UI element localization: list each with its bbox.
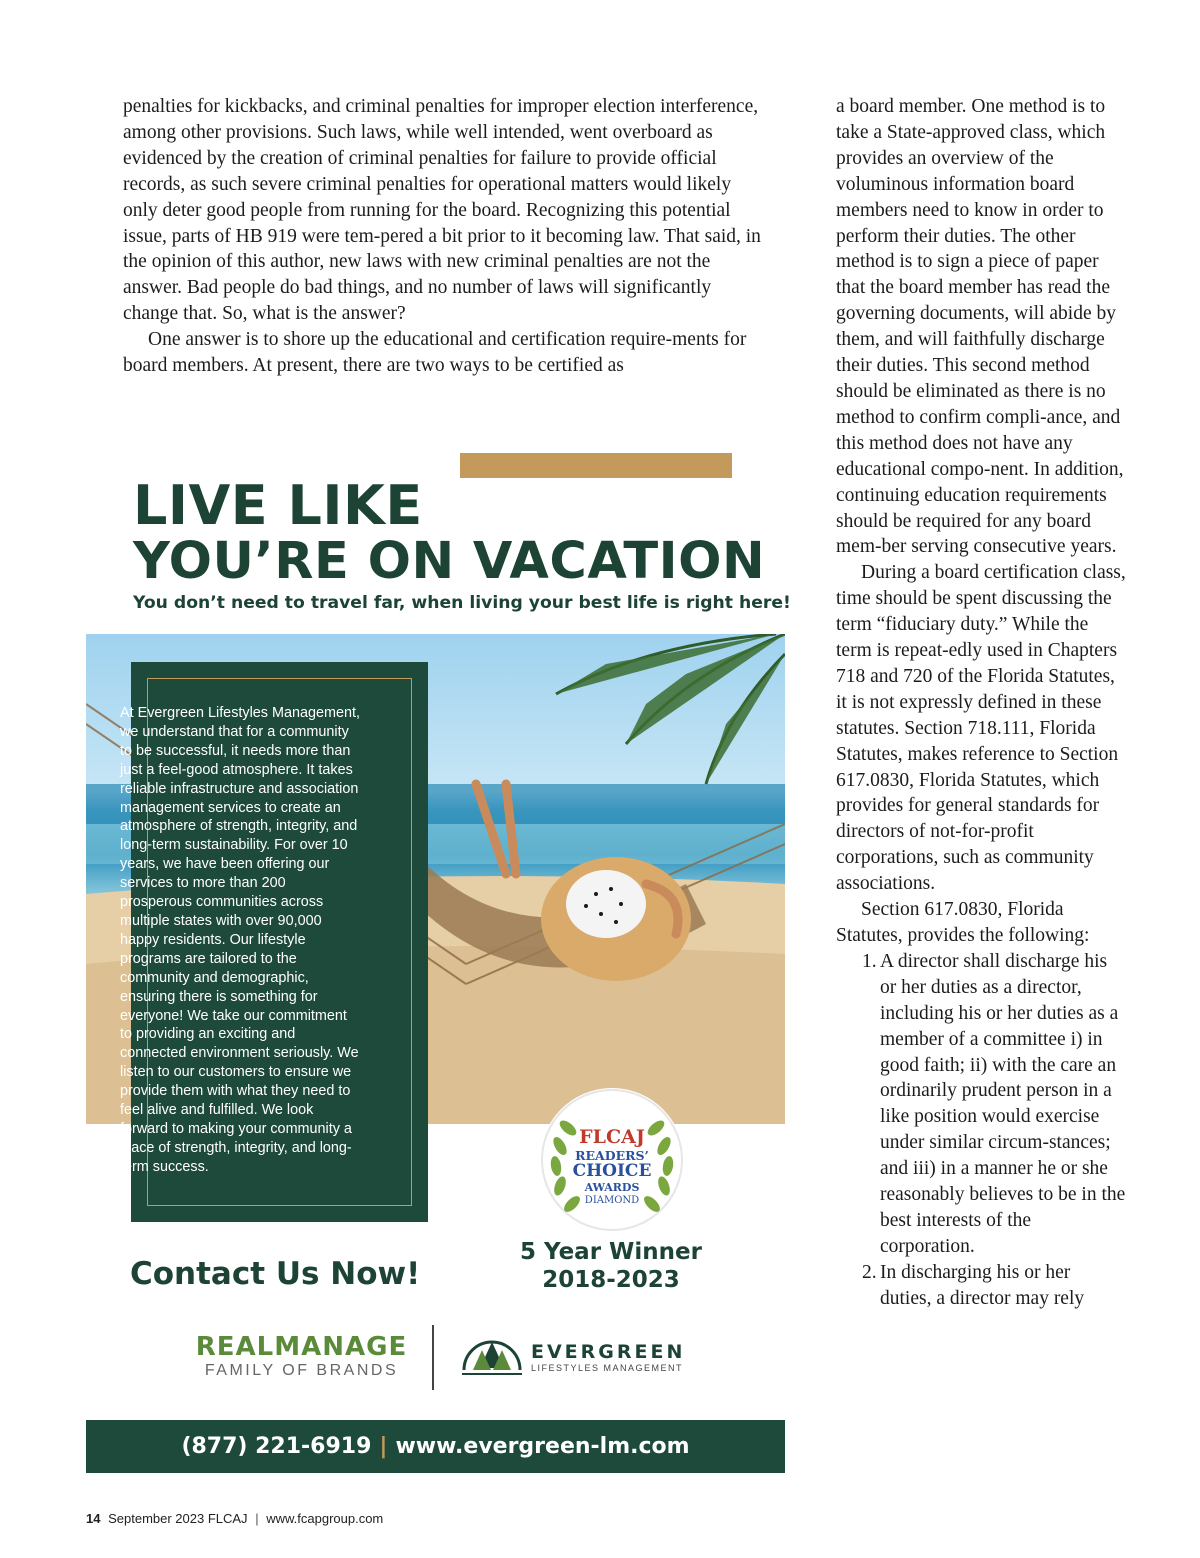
badge-diamond: DIAMOND <box>584 1195 640 1206</box>
realmanage-logo <box>194 1332 409 1380</box>
list-item <box>836 949 1126 1260</box>
ad-headline-line1: LIVE LIKE <box>133 474 423 537</box>
contact-separator: | <box>379 1434 388 1459</box>
readers-choice-badge <box>538 1086 686 1234</box>
ad-headline-line2: YOU’RE ON VACATION <box>133 532 766 591</box>
article-paragraph: One answer is to shore up the educational and certification require-ments for board members. At present, there are two ways to be certified as <box>123 329 747 377</box>
badge-choice: CHOICE <box>572 1161 652 1181</box>
list-text: In discharging his or her duties, a director may rely <box>880 1261 1085 1309</box>
ad-contact-bar <box>86 1420 785 1473</box>
article-paragraph: penalties for kickbacks, and criminal penalties for improper election interference, among other provisions. Such laws, while well intended, went overboard as evidenced by the creation of criminal penalties for failure to provide official records, as such severe criminal penalties for operational matters would likely only deter good people from running for the board. Recognizing this potential issue, parts of HB 919 were tem-pered a bit prior to it becoming law. That said, in the opinion of this author, new laws with new criminal penalties are not the answer. Bad people do bad things, and no number of laws will significantly change that. So, what is the answer? <box>123 96 761 325</box>
list-number: 2. <box>862 1261 877 1283</box>
statute-list <box>836 949 1126 1312</box>
footer-website-link[interactable]: www.fcapgroup.com <box>266 1511 384 1526</box>
award-winner-text <box>506 1238 716 1294</box>
winner-line2: 2018-2023 <box>542 1267 680 1293</box>
badge-awards: AWARDS <box>584 1181 640 1194</box>
article-left-column <box>123 94 763 379</box>
list-number: 1. <box>862 950 877 972</box>
list-item <box>836 1260 1126 1312</box>
issue-info: September 2023 FLCAJ <box>108 1511 248 1526</box>
list-text: A director shall discharge his or her duties as a director, including his or her duties as a member of a committee i) in good faith; ii) with the care an ordinarily prudent person in a like position would exercise under similar circum-stances; and iii) in a manner he or she reasonably believes to be in the best interests of the corporation. <box>880 950 1126 1257</box>
footer-divider: | <box>255 1511 259 1526</box>
winner-line1: 5 Year Winner <box>520 1239 702 1265</box>
realmanage-manage: MANAGE <box>274 1332 408 1362</box>
evergreen-logo <box>531 1341 685 1373</box>
gold-accent-bar <box>460 453 732 478</box>
article-right-column <box>836 94 1126 1312</box>
article-paragraph: Section 617.0830, Florida Statutes, provides the following: <box>836 899 1090 946</box>
evergreen-tagline: LIFESTYLES MANAGEMENT <box>531 1363 684 1373</box>
article-paragraph: a board member. One method is to take a State-approved class, which provides an overview of the voluminous information board members need to know in order to perform their duties. The other method is to sign a piece of paper that the board member has read the governing documents, will abide by them, and will faithfully discharge their duties. This second method should be eliminated as there is no method to confirm compli-ance, and this method does not have any educational compo-nent. In addition, continuing education requirements should be required for any board mem-ber serving consecutive years. <box>836 96 1124 558</box>
badge-readers: READERS’ <box>575 1148 649 1163</box>
realmanage-tagline: FAMILY OF BRANDS <box>204 1362 399 1379</box>
badge-flcaj: FLCAJ <box>579 1126 645 1148</box>
phone-number[interactable]: (877) 221-6919 <box>181 1434 372 1459</box>
ad-body-text: At Evergreen Lifestyles Management, we understand that for a community to be successful, it needs more than just a feel-good atmosphere. It takes reliable infrastructure and association management services to create an atmosphere of strength, integrity, and long-term sustainability. For over 10 years, we have been offering our services to more than 200 prosperous communities across multiple states with over 90,000 happy residents. Our lifestyle programs are tailored to the community and demographic, ensuring there is something for everyone! We take our commitment to providing an exciting and connected environment seriously. We listen to our customers to ensure we provide them with what they need to feel alive and fulfilled. We look forward to making your community a place of strength, integrity, and long-term success. <box>120 705 360 1175</box>
ad-headline <box>133 474 766 591</box>
realmanage-wordmark <box>194 1332 409 1362</box>
page-number: 14 <box>86 1511 101 1526</box>
website-link[interactable]: www.evergreen-lm.com <box>395 1434 690 1459</box>
article-paragraph: During a board certification class, time should be spent discussing the term “fiduciary duty.” While the term is repeat-edly used in Chapters 718 and 720 of the Florida Statutes, it is not expressly defined in these statutes. Section 718.111, Florida Statutes, makes reference to Section 617.0830, Florida Statutes, which provides for general standards for directors of not-for-profit corporations, such as community associations. <box>836 562 1126 895</box>
ad-subheadline: You don’t need to travel far, when living your best life is right here! <box>133 593 791 613</box>
logo-divider <box>432 1325 434 1390</box>
evergreen-tree-icon <box>460 1330 524 1382</box>
evergreen-advertisement <box>86 448 791 1478</box>
evergreen-wordmark: EVERGREEN <box>531 1341 686 1363</box>
page-footer <box>86 1511 383 1526</box>
contact-heading: Contact Us Now! <box>130 1256 421 1292</box>
realmanage-real: REAL <box>195 1332 275 1362</box>
